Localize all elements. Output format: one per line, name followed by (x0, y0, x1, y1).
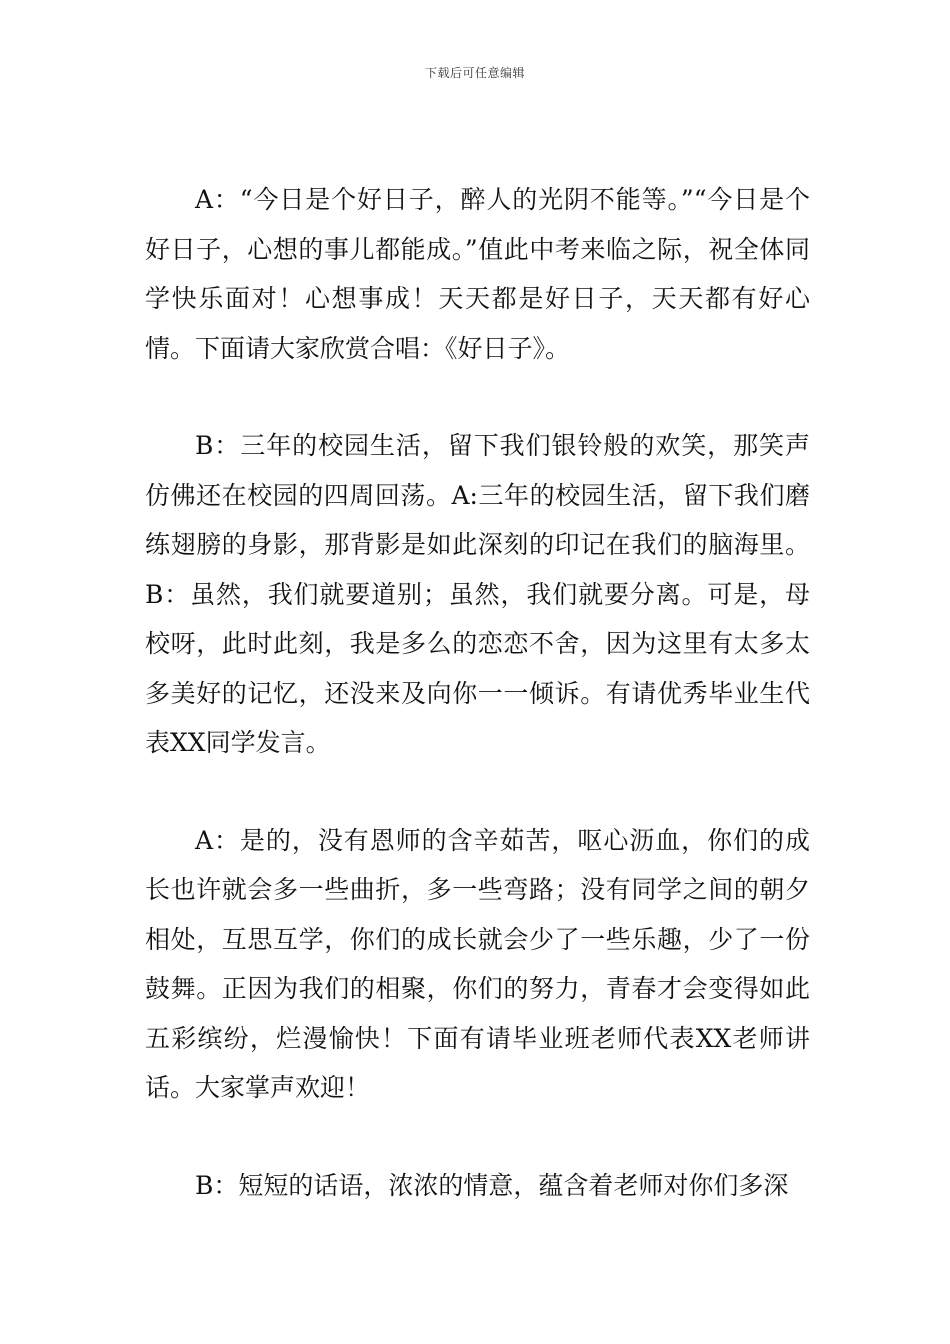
paragraph-1: A：“今日是个好日子，醉人的光阴不能等。”“今日是个好日子，心想的事儿都能成。”值此中考来临之际，祝全体同学快乐面对！心想事成！天天都是好日子，天天都有好心情。下面请大家欣赏合唱：《好日子》。 (145, 185, 810, 363)
paragraph-3: A：是的，没有恩师的含辛茹苦，呕心沥血，你们的成长也许就会多一些曲折，多一些弯路；没有同学之间的朝夕相处，互思互学，你们的成长就会少了一些乐趣，少了一份鼓舞。正因为我们的相聚，你们的努力，青春才会变得如此五彩缤纷，烂漫愉快！下面有请毕业班老师代表XX老师讲话。大家掌声欢迎！ (145, 825, 810, 1102)
document-body (145, 175, 810, 1258)
paragraph-2: B：三年的校园生活，留下我们银铃般的欢笑，那笑声仿佛还在校园的四周回荡。A:三年的校园生活，留下我们磨练翅膀的身影，那背影是如此深刻的印记在我们的脑海里。B：虽然，我们就要道别；虽然，我们就要分离。可是，母校呀，此时此刻，我是多么的恋恋不舍，因为这里有太多太多美好的记忆，还没来及向你一一倾诉。有请优秀毕业生代表XX同学发言。 (145, 431, 810, 757)
page-header: 下载后可任意编辑 (424, 66, 525, 80)
paragraph-4: B：短短的话语，浓浓的情意，蕴含着老师对你们多深 (195, 1170, 789, 1200)
